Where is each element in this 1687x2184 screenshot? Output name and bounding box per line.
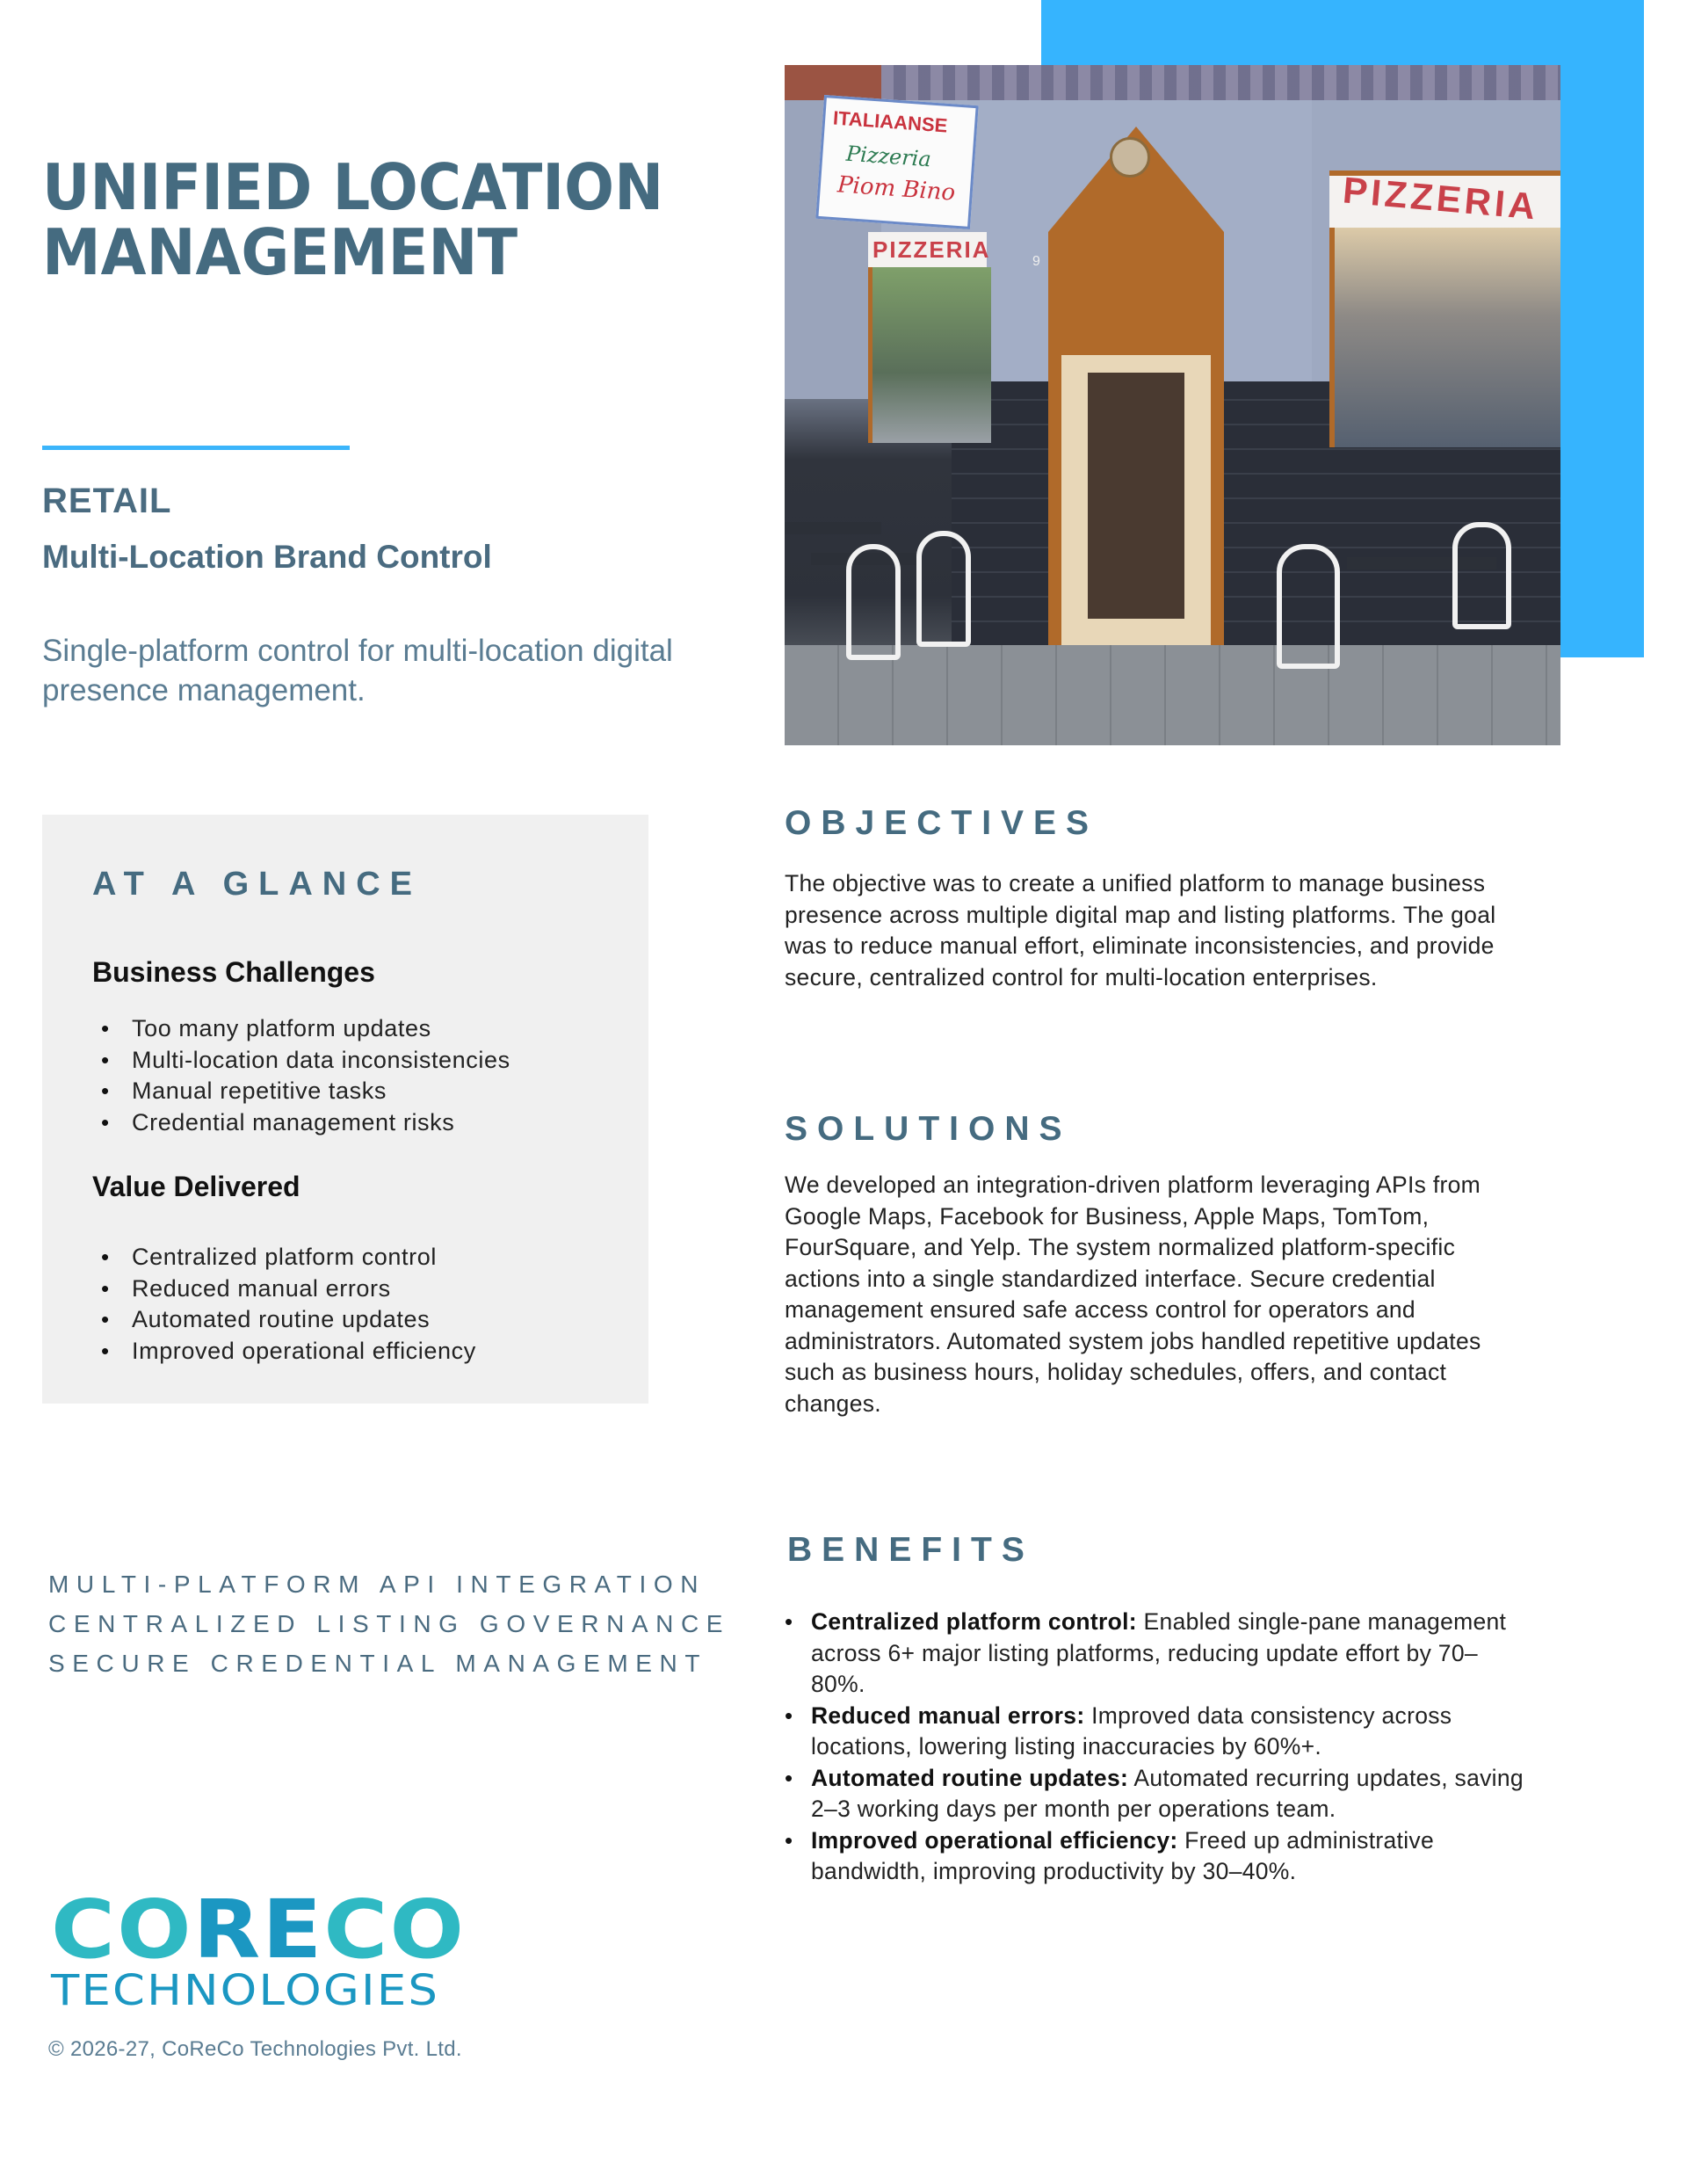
company-logo	[51, 1883, 473, 2015]
solutions-body: We developed an integration-driven platform leveraging APIs from Google Maps, Facebook for Business, Apple Maps, TomTom, FourSquare, and Yelp. The system normalized platform-specific actions into a single standardized interface. Secure credential management ensured safe access control for operators and administrators. Automated system jobs handled repetitive updates such as business hours, holiday schedules, offers, and contact changes.	[785, 1172, 1481, 1417]
benefit-text: Enabled single-pane management across 6+ major listing platforms, reducing update effort by 70–80%.	[811, 1608, 1507, 1697]
benefit-label: Automated routine updates:	[811, 1764, 1129, 1791]
benefit-item	[785, 1607, 1527, 1701]
benefits-heading: BENEFITS	[787, 1531, 1034, 1569]
storefront-photo	[785, 65, 1560, 745]
business-challenges-heading: Business Challenges	[92, 956, 375, 988]
title-line-1: UNIFIED LOCATION	[42, 150, 664, 224]
benefit-label: Centralized platform control:	[811, 1608, 1137, 1635]
tagline: Single-platform control for multi-location digital presence management.	[42, 634, 673, 707]
objectives-body: The objective was to create a unified platform to manage business presence across multiple digital map and listing platforms. The goal was to reduce manual effort, eliminate inconsistencies, and provide secure, centralized control for multi-location enterprises.	[785, 870, 1496, 990]
sign-pizzeria-script: Pizzeria	[845, 141, 932, 172]
at-a-glance-heading: AT A GLANCE	[92, 866, 423, 903]
logo-wordmark	[51, 1883, 506, 1977]
list-item: • Manual repetitive tasks	[92, 1076, 510, 1107]
benefit-label: Reduced manual errors:	[811, 1701, 1085, 1729]
value-delivered-heading: Value Delivered	[92, 1171, 300, 1202]
logo-co-2: CO	[323, 1883, 467, 1977]
capability-tag: SECURE CREDENTIAL MANAGEMENT	[48, 1650, 708, 1677]
title-line-2: MANAGEMENT	[42, 215, 518, 289]
logo-re: RE	[192, 1883, 324, 1977]
window-sign-pizzeria: PIZZERIA	[1341, 169, 1541, 228]
logo-co: CO	[51, 1883, 193, 1977]
logo-subtitle: TECHNOLOGIES	[51, 1966, 440, 2015]
door-number: 9	[1032, 254, 1040, 269]
copyright: © 2026-27, CoReCo Technologies Pvt. Ltd.	[48, 2037, 462, 2061]
benefit-item	[785, 1701, 1527, 1763]
list-item: • Improved operational efficiency	[92, 1336, 476, 1368]
list-item: • Too many platform updates	[92, 1013, 510, 1045]
list-item: • Centralized platform control	[92, 1242, 476, 1273]
benefit-text: Improved data consistency across locations, lowering listing inaccuracies by 60%+.	[811, 1701, 1452, 1760]
accent-divider	[42, 446, 350, 450]
benefit-label: Improved operational efficiency:	[811, 1826, 1178, 1854]
value-delivered-list	[92, 1242, 476, 1367]
industry-label: RETAIL	[42, 482, 172, 520]
business-challenges-list	[92, 1013, 510, 1138]
capability-tag: MULTI-PLATFORM API INTEGRATION	[48, 1571, 706, 1598]
list-item: • Reduced manual errors	[92, 1273, 476, 1305]
page-title	[42, 150, 696, 289]
benefit-text: Automated recurring updates, saving 2–3 working days per month per operations team.	[811, 1764, 1524, 1822]
benefits-list	[785, 1607, 1527, 1888]
sign-piom-bino: Piom Bino	[836, 171, 957, 207]
solutions-heading: SOLUTIONS	[785, 1110, 1072, 1148]
list-item: • Automated routine updates	[92, 1304, 476, 1336]
capability-tags	[48, 1564, 730, 1683]
objectives-heading: OBJECTIVES	[785, 804, 1099, 842]
side-sign-pizzeria: PIZZERIA	[872, 236, 991, 263]
capability-tag: CENTRALIZED LISTING GOVERNANCE	[48, 1610, 731, 1637]
sign-italiaanse: ITALIAANSE	[832, 106, 949, 137]
list-item: • Multi-location data inconsistencies	[92, 1045, 510, 1077]
benefit-item	[785, 1825, 1527, 1888]
list-item: • Credential management risks	[92, 1107, 510, 1139]
benefit-text: Freed up administrative bandwidth, improving productivity by 30–40%.	[811, 1826, 1434, 1884]
benefit-item	[785, 1763, 1527, 1825]
subtitle: Multi-Location Brand Control	[42, 539, 492, 575]
